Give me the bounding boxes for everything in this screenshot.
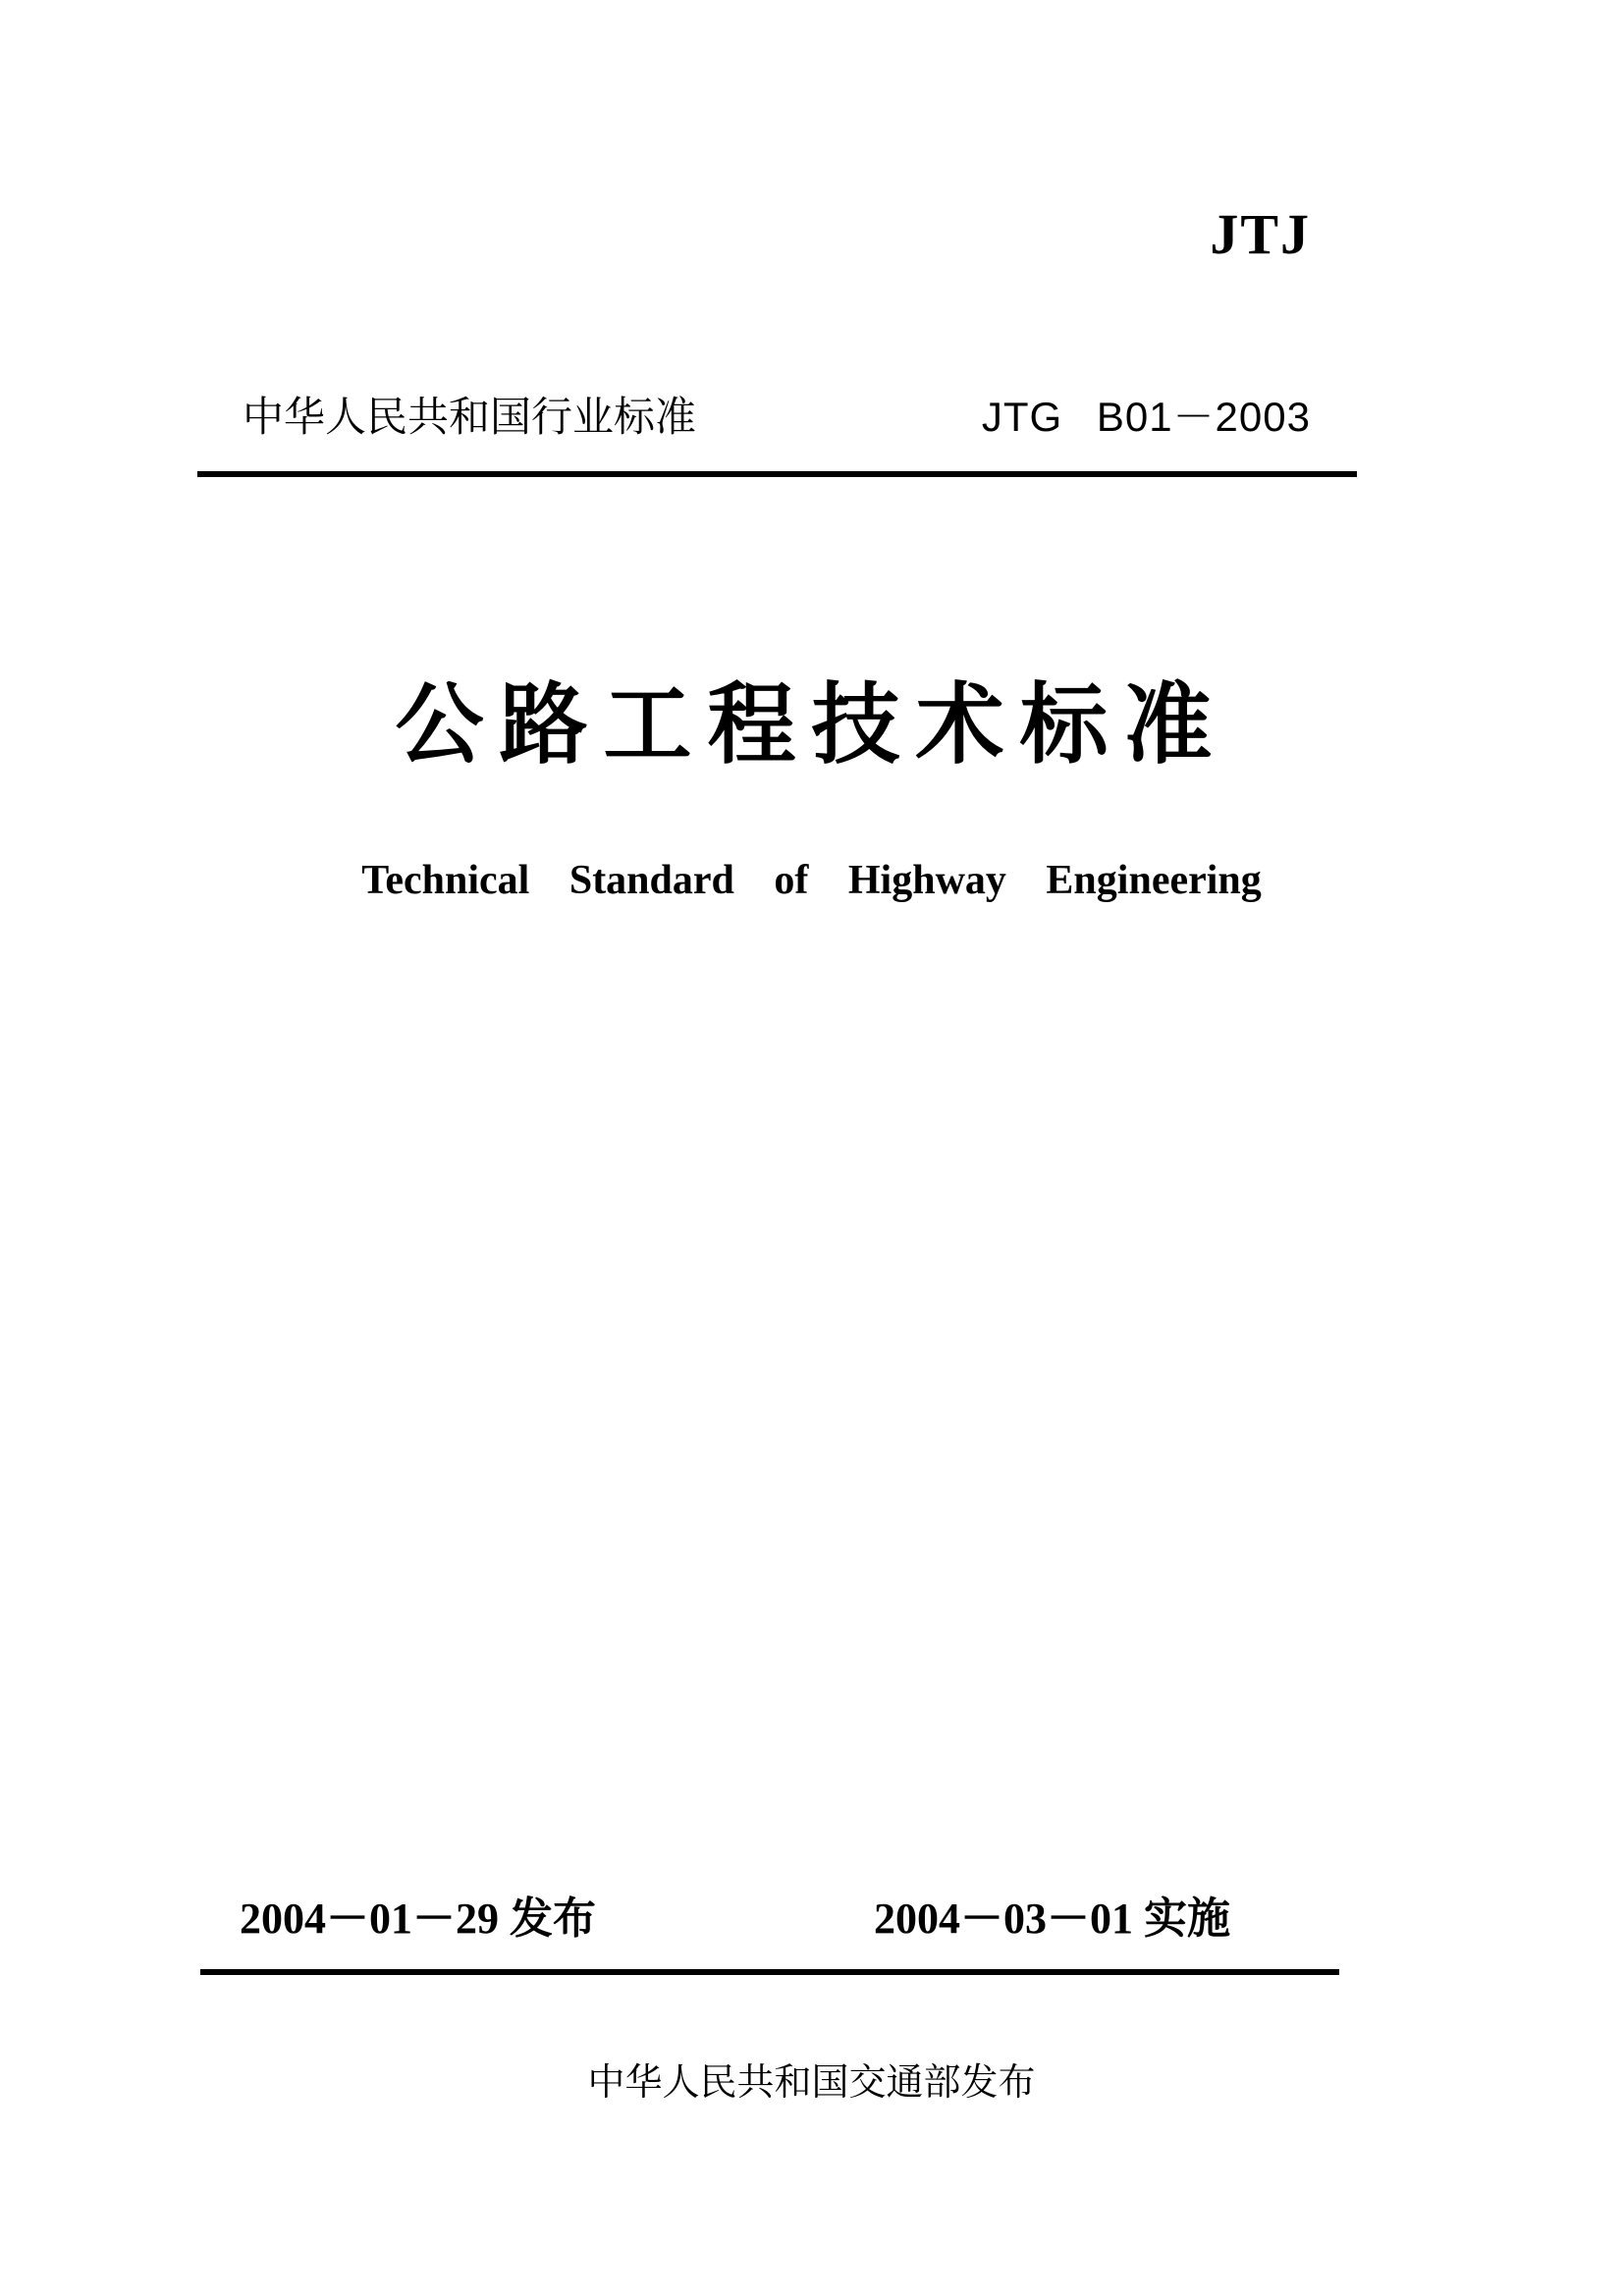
document-title-english: Technical Standard of Highway Engineering [361, 858, 1262, 903]
implementation-date: 2004－03－01 实施 [874, 1895, 1230, 1943]
standard-category-code: JTJ [1210, 202, 1311, 266]
publish-date: 2004－01－29 发布 [240, 1895, 596, 1943]
publisher-name: 中华人民共和国交通部发布 [587, 2060, 1036, 2104]
industry-standard-label: 中华人民共和国行业标准 [243, 393, 697, 441]
standard-number: JTG B01－2003 [981, 394, 1311, 440]
footer-rule [200, 1969, 1339, 1975]
document-title-chinese: 公路工程技术标准 [395, 673, 1228, 776]
header-rule [197, 471, 1357, 477]
